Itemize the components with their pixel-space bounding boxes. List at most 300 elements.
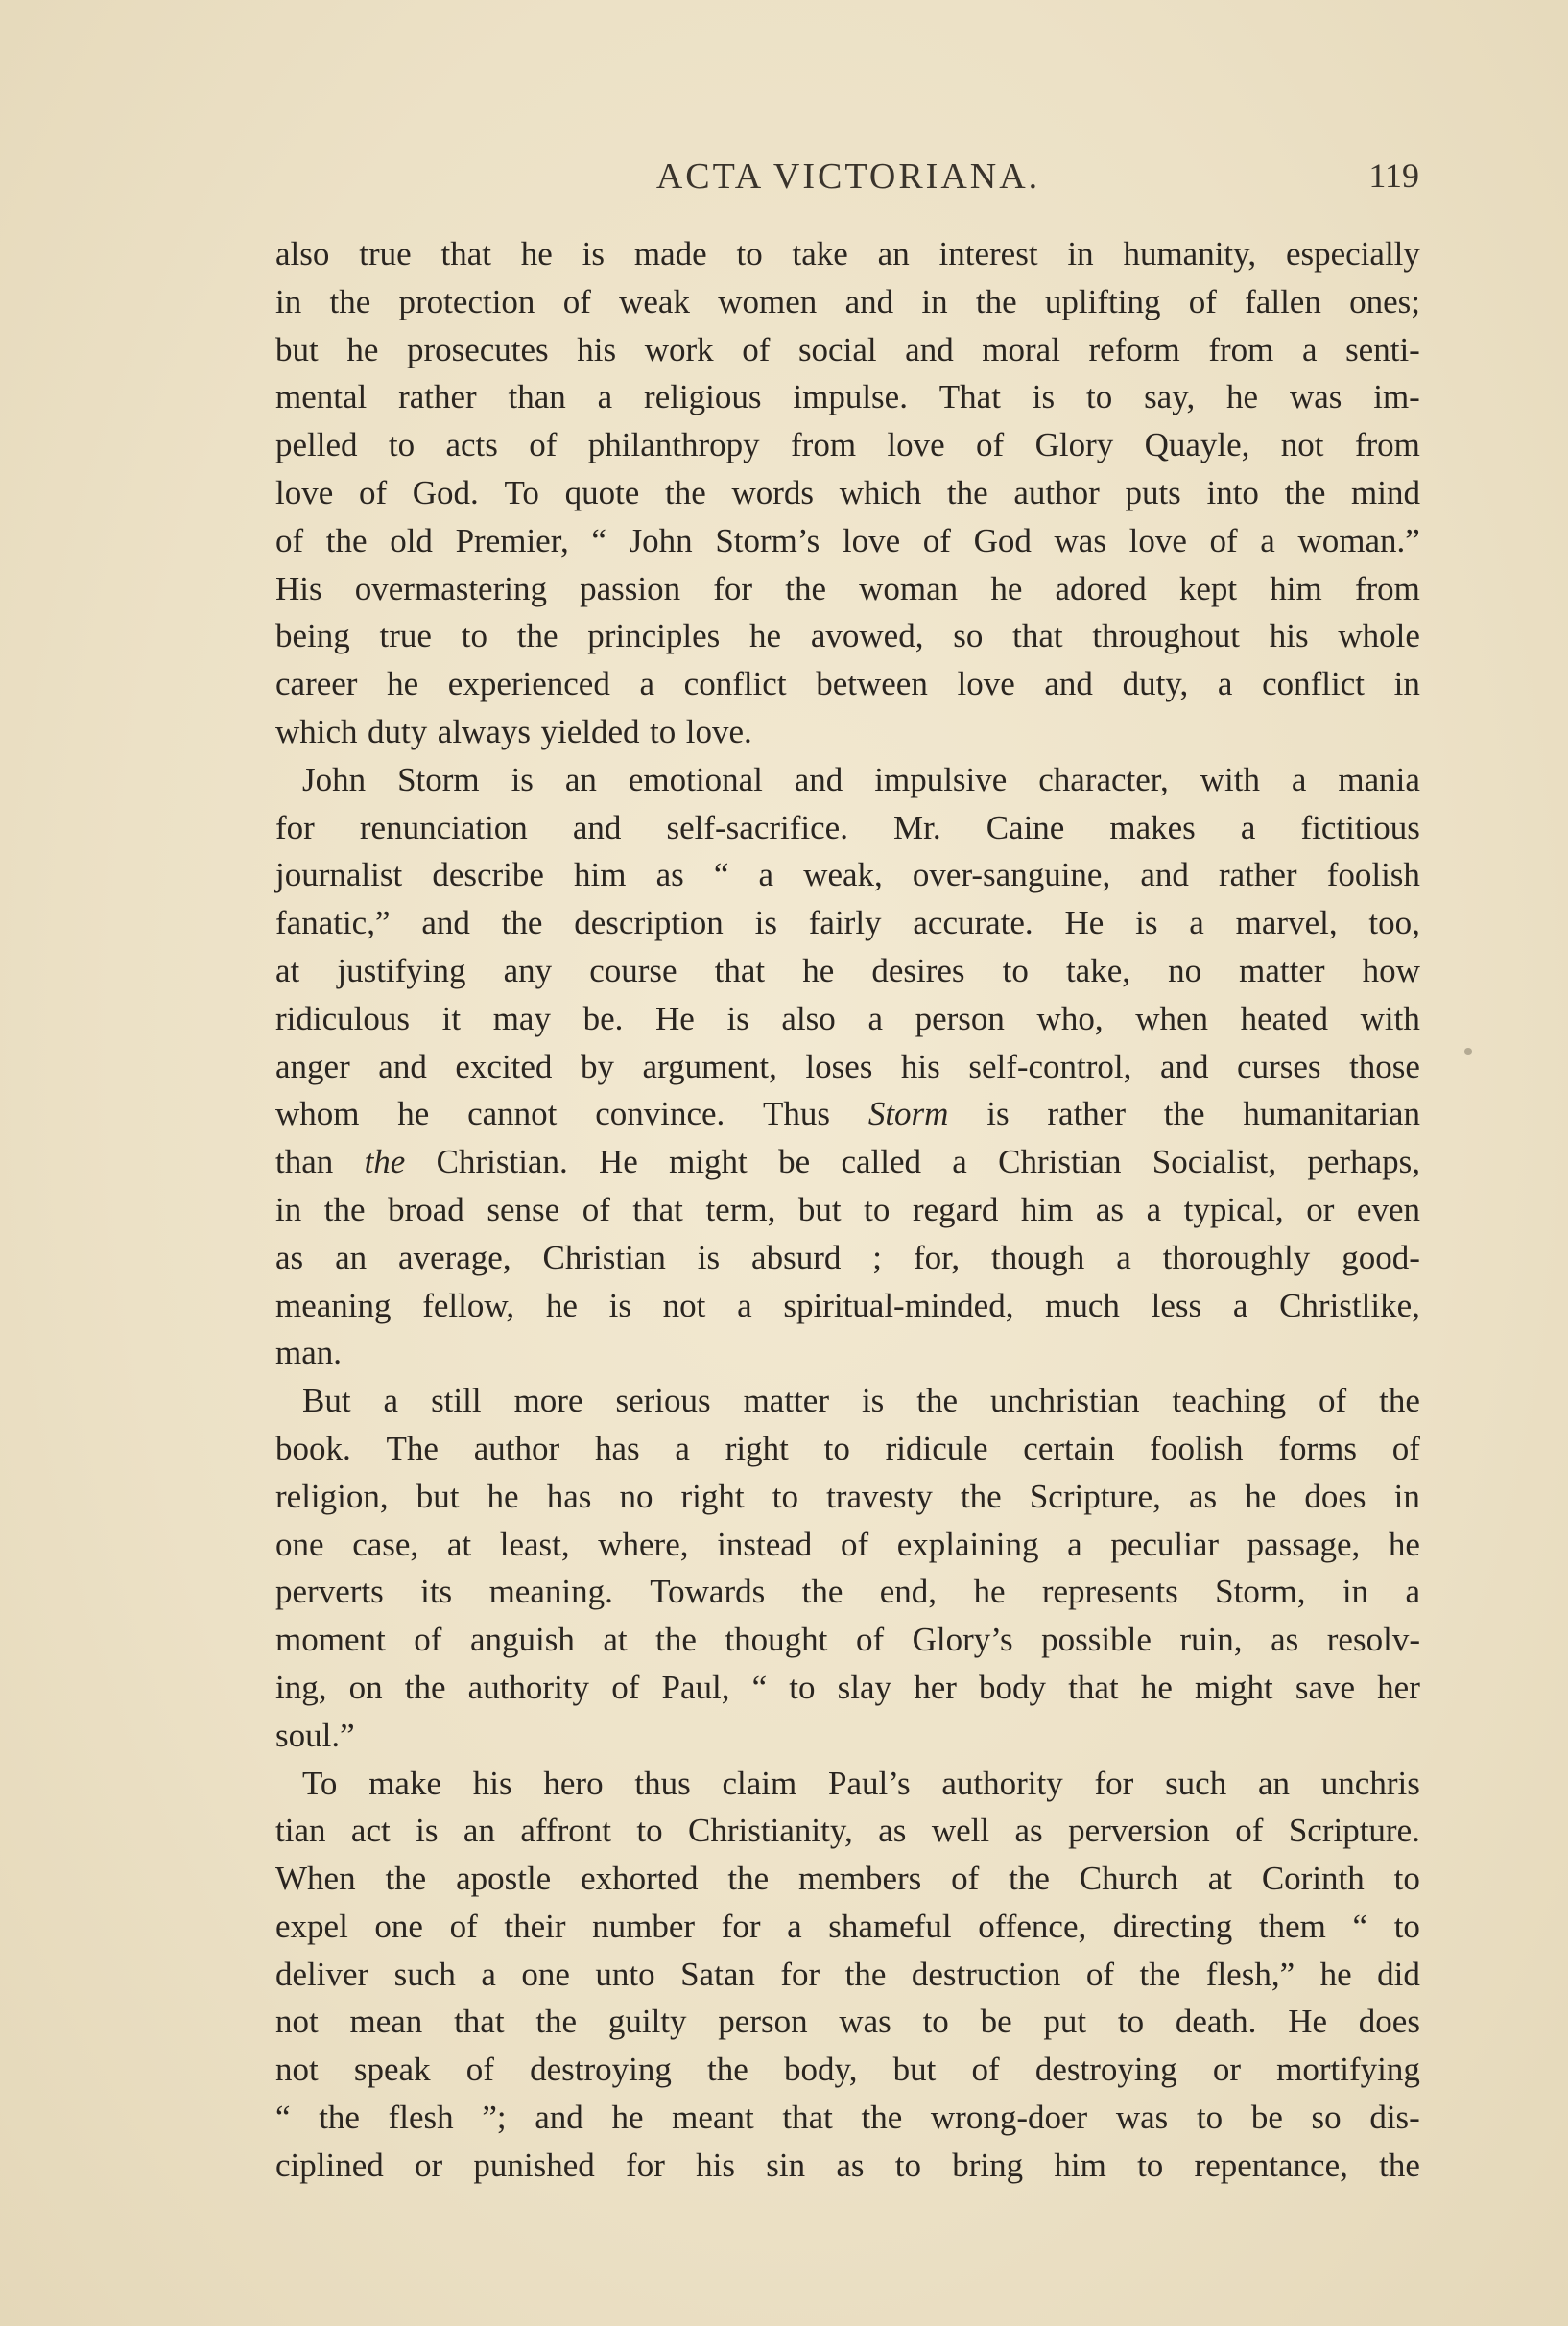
word: Christian. bbox=[436, 1143, 568, 1181]
word: ridiculous bbox=[275, 999, 410, 1037]
word: Satan bbox=[680, 1955, 755, 1993]
word: on bbox=[348, 1668, 383, 1706]
word: for bbox=[626, 2146, 665, 2184]
word: case, bbox=[352, 1525, 419, 1563]
text-line bbox=[275, 1048, 1420, 1096]
word: between bbox=[816, 665, 928, 703]
word: at bbox=[275, 951, 300, 989]
word: he bbox=[397, 1095, 430, 1133]
word: number bbox=[592, 1907, 696, 1945]
word: John bbox=[302, 760, 367, 798]
word: ciplined bbox=[275, 2146, 384, 2184]
word: of bbox=[582, 1190, 610, 1228]
word: rather bbox=[1047, 1095, 1126, 1133]
word: the bbox=[707, 2051, 748, 2089]
text-line bbox=[275, 570, 1420, 618]
word: no bbox=[1168, 951, 1202, 989]
word: of bbox=[562, 282, 591, 320]
word: of bbox=[951, 1860, 980, 1898]
word: description bbox=[574, 904, 724, 942]
word: is bbox=[1135, 904, 1158, 942]
word: self-sacrifice. bbox=[666, 808, 848, 846]
word: the bbox=[325, 521, 368, 559]
text-line bbox=[275, 1239, 1420, 1287]
word: them bbox=[1258, 1907, 1326, 1945]
word: to bbox=[789, 1668, 816, 1706]
word: the bbox=[1284, 473, 1326, 511]
word: woman.” bbox=[1297, 521, 1420, 559]
text-line bbox=[275, 1717, 1420, 1765]
word: a bbox=[952, 1143, 967, 1181]
word: pelled bbox=[275, 426, 358, 464]
word: apostle bbox=[456, 1860, 552, 1898]
text-line bbox=[275, 761, 1420, 809]
word: punished bbox=[473, 2146, 595, 2184]
word: so bbox=[1311, 2099, 1342, 2137]
word: flesh bbox=[388, 2099, 454, 2137]
word: interest bbox=[938, 235, 1038, 273]
word: his bbox=[900, 1047, 940, 1085]
word: thoroughly bbox=[1162, 1238, 1311, 1276]
word: has bbox=[546, 1477, 592, 1515]
word: their bbox=[504, 1907, 566, 1945]
word: that bbox=[440, 235, 491, 273]
word: impulsive bbox=[874, 760, 1008, 798]
word: the bbox=[916, 1382, 959, 1420]
word: duty, bbox=[1122, 665, 1189, 703]
text-line bbox=[275, 856, 1420, 904]
word: of bbox=[742, 330, 771, 368]
word: and bbox=[1140, 856, 1189, 894]
word: so bbox=[953, 617, 984, 655]
word: fairly bbox=[808, 904, 882, 942]
word: to bbox=[1393, 1860, 1420, 1898]
word: the bbox=[801, 1573, 843, 1611]
word: explaining bbox=[896, 1525, 1039, 1563]
word: the bbox=[844, 1955, 887, 1993]
word: his bbox=[472, 1764, 512, 1802]
text-line bbox=[275, 904, 1420, 952]
text-line bbox=[275, 1287, 1420, 1335]
word: much bbox=[1045, 1286, 1120, 1324]
word: rather bbox=[398, 378, 477, 416]
word: the bbox=[946, 473, 988, 511]
word: im- bbox=[1373, 378, 1420, 416]
word: of bbox=[414, 1621, 442, 1659]
word: to bbox=[650, 712, 677, 750]
running-head: ACTA VICTORIANA. bbox=[655, 156, 1041, 197]
word: meaning. bbox=[488, 1573, 613, 1611]
word: true bbox=[379, 617, 432, 655]
word: that bbox=[1012, 617, 1063, 655]
word: the bbox=[1009, 1860, 1050, 1898]
word: mania bbox=[1338, 760, 1420, 798]
word: the bbox=[960, 1477, 1002, 1515]
word: Towards bbox=[650, 1573, 766, 1611]
word: Mr. bbox=[893, 808, 941, 846]
word: weak bbox=[619, 282, 690, 320]
word: fanatic,” bbox=[275, 904, 391, 942]
word: that bbox=[1068, 1668, 1119, 1706]
word: directing bbox=[1112, 1907, 1233, 1945]
text-line bbox=[275, 2003, 1420, 2051]
word: always bbox=[437, 712, 531, 750]
word: by bbox=[580, 1047, 614, 1085]
word: yielded bbox=[540, 712, 640, 750]
word: of bbox=[529, 426, 558, 464]
word: him bbox=[1020, 1190, 1074, 1228]
word: puts bbox=[1125, 473, 1181, 511]
text-line bbox=[275, 235, 1420, 283]
word: is bbox=[697, 1238, 721, 1276]
word: not bbox=[275, 2051, 319, 2089]
word: convince. bbox=[595, 1095, 725, 1133]
word: mortifying bbox=[1276, 2051, 1420, 2089]
word: John bbox=[629, 521, 693, 559]
word: ”; bbox=[482, 2099, 507, 2137]
word: the bbox=[1139, 1955, 1181, 1993]
word: Storm, bbox=[1215, 1573, 1306, 1611]
word: which bbox=[839, 473, 922, 511]
word: an bbox=[463, 1812, 495, 1850]
word: matter bbox=[1239, 951, 1325, 989]
text-line bbox=[275, 713, 1420, 761]
word: for bbox=[713, 569, 753, 607]
word: no bbox=[619, 1477, 653, 1515]
word: in bbox=[1393, 665, 1420, 703]
word: mind bbox=[1351, 473, 1420, 511]
word: thought bbox=[725, 1621, 828, 1659]
word: the bbox=[535, 2003, 578, 2041]
word: the bbox=[319, 2099, 360, 2137]
text-line bbox=[275, 522, 1420, 570]
word: a bbox=[597, 378, 613, 416]
text-line bbox=[275, 1669, 1420, 1717]
word: destroying bbox=[1034, 2051, 1177, 2089]
word: acts bbox=[445, 426, 498, 464]
word: of bbox=[976, 426, 1005, 464]
page-header bbox=[277, 155, 1419, 203]
word: But bbox=[302, 1382, 351, 1420]
word: meaning bbox=[275, 1286, 392, 1324]
word: as bbox=[655, 856, 684, 894]
word: Scripture. bbox=[1288, 1812, 1420, 1850]
word: mean bbox=[349, 2003, 423, 2041]
word: makes bbox=[1109, 808, 1196, 846]
word: he bbox=[611, 2099, 644, 2137]
word: quote bbox=[564, 473, 640, 511]
word: to bbox=[1393, 1907, 1420, 1945]
word: spiritual-minded, bbox=[783, 1286, 1014, 1324]
word: person bbox=[915, 999, 1005, 1037]
word: that bbox=[454, 2003, 505, 2041]
word: Christianity, bbox=[688, 1812, 853, 1850]
word: the bbox=[785, 569, 826, 607]
word: The bbox=[386, 1429, 439, 1467]
word: its bbox=[420, 1573, 453, 1611]
word: moment bbox=[275, 1621, 386, 1659]
word: such bbox=[393, 1955, 456, 1993]
word: over-sanguine, bbox=[912, 856, 1111, 894]
word: a bbox=[639, 665, 655, 703]
word: loses bbox=[805, 1047, 873, 1085]
word: of bbox=[1188, 282, 1217, 320]
word: as bbox=[275, 1238, 304, 1276]
word: who, bbox=[1036, 999, 1104, 1037]
word: a bbox=[383, 1382, 399, 1420]
word: act bbox=[350, 1812, 391, 1850]
word: his bbox=[696, 2146, 735, 2184]
word: right bbox=[680, 1477, 745, 1515]
text-line bbox=[275, 2051, 1420, 2099]
word: members bbox=[798, 1860, 922, 1898]
word: excited bbox=[455, 1047, 553, 1085]
word: as bbox=[878, 1812, 907, 1850]
text-line bbox=[275, 665, 1420, 713]
word: to bbox=[864, 1190, 891, 1228]
word: he bbox=[990, 569, 1023, 607]
word: for, bbox=[913, 1238, 961, 1276]
word: save bbox=[1295, 1668, 1356, 1706]
word: whom bbox=[275, 1095, 360, 1133]
word: destruction bbox=[911, 1955, 1061, 1993]
text-line bbox=[275, 1812, 1420, 1860]
word: end, bbox=[879, 1573, 938, 1611]
word: a bbox=[1189, 904, 1204, 942]
word: renunciation bbox=[359, 808, 528, 846]
word: Paul’s bbox=[828, 1764, 911, 1802]
word: ones; bbox=[1349, 282, 1420, 320]
word: When bbox=[275, 1860, 356, 1898]
word: might bbox=[669, 1143, 748, 1181]
word: argument, bbox=[642, 1047, 777, 1085]
word: as bbox=[1014, 1812, 1043, 1850]
word: peculiar bbox=[1110, 1525, 1220, 1563]
word: and bbox=[844, 282, 894, 320]
word: he bbox=[1226, 378, 1259, 416]
text-line bbox=[275, 1956, 1420, 2004]
word: career bbox=[275, 665, 358, 703]
word: make bbox=[368, 1764, 441, 1802]
text-line bbox=[275, 1478, 1420, 1526]
word: repentance, bbox=[1194, 2146, 1348, 2184]
word: made bbox=[633, 235, 707, 273]
word: whole bbox=[1338, 617, 1420, 655]
word: a bbox=[758, 856, 774, 894]
word: desires bbox=[871, 951, 965, 989]
word: he bbox=[1388, 1525, 1420, 1563]
word: too, bbox=[1368, 904, 1420, 942]
word: certain bbox=[1023, 1429, 1115, 1467]
word: he bbox=[346, 330, 379, 368]
word: that bbox=[714, 951, 766, 989]
word: That bbox=[938, 378, 1001, 416]
word: did bbox=[1377, 1955, 1420, 1993]
word: take bbox=[792, 235, 848, 273]
word: fictitious bbox=[1300, 808, 1420, 846]
word: he bbox=[973, 1573, 1006, 1611]
word: of bbox=[465, 2051, 494, 2089]
word: he bbox=[545, 1286, 578, 1324]
word: the bbox=[516, 617, 558, 655]
text-line bbox=[275, 1573, 1420, 1621]
word: fellow, bbox=[422, 1286, 515, 1324]
word: of bbox=[1085, 1955, 1115, 1993]
word: prosecutes bbox=[406, 330, 549, 368]
word: a bbox=[1116, 1238, 1131, 1276]
word: for bbox=[1094, 1764, 1134, 1802]
word: is bbox=[511, 760, 534, 798]
word: moral bbox=[982, 330, 1060, 368]
word: and bbox=[421, 904, 470, 942]
word: the bbox=[404, 1668, 446, 1706]
word: avowed, bbox=[810, 617, 924, 655]
text-line bbox=[275, 1000, 1420, 1048]
word: reform bbox=[1088, 330, 1180, 368]
word: love bbox=[842, 521, 901, 559]
word: not bbox=[275, 2003, 319, 2041]
word: conflict bbox=[1262, 665, 1365, 703]
word: He bbox=[1064, 904, 1105, 942]
text-line bbox=[275, 331, 1420, 379]
word: To bbox=[302, 1764, 338, 1802]
word: unto bbox=[595, 1955, 655, 1993]
word: forms bbox=[1278, 1429, 1357, 1467]
word: book. bbox=[275, 1429, 351, 1467]
word: weak, bbox=[803, 856, 883, 894]
word: to bbox=[922, 2003, 949, 2041]
word: her bbox=[914, 1668, 957, 1706]
word: religious bbox=[644, 378, 762, 416]
word: he bbox=[802, 951, 835, 989]
text-line bbox=[275, 378, 1420, 426]
word: being bbox=[275, 617, 350, 655]
word: love bbox=[275, 473, 334, 511]
word: from bbox=[1354, 426, 1420, 464]
word: old bbox=[390, 521, 433, 559]
word: Paul, bbox=[661, 1668, 730, 1706]
word: of bbox=[611, 1668, 640, 1706]
word: Storm bbox=[397, 760, 480, 798]
word: but bbox=[275, 330, 319, 368]
word: accurate. bbox=[913, 904, 1033, 942]
word: such bbox=[1165, 1764, 1227, 1802]
word: wrong-doer bbox=[930, 2099, 1088, 2137]
word: how bbox=[1362, 951, 1420, 989]
word: anguish bbox=[469, 1621, 575, 1659]
word: adored bbox=[1055, 569, 1147, 607]
word: speak bbox=[353, 2051, 431, 2089]
word: marvel, bbox=[1235, 904, 1338, 942]
word: though bbox=[991, 1238, 1085, 1276]
word: his bbox=[577, 330, 617, 368]
word: deliver bbox=[275, 1955, 369, 1993]
word: as bbox=[1095, 1190, 1125, 1228]
word: Church bbox=[1079, 1860, 1178, 1898]
word: “ bbox=[751, 1668, 768, 1706]
word: exhorted bbox=[581, 1860, 699, 1898]
text-line bbox=[275, 809, 1420, 857]
word: from bbox=[791, 426, 857, 464]
word: of bbox=[840, 1525, 869, 1563]
word: he bbox=[487, 1477, 519, 1515]
word: he bbox=[1245, 1477, 1277, 1515]
word: guilty bbox=[607, 2003, 687, 2041]
word: term, bbox=[705, 1190, 776, 1228]
word: “ bbox=[591, 521, 606, 559]
word: his bbox=[1269, 617, 1309, 655]
word: where, bbox=[598, 1525, 689, 1563]
word: a bbox=[1232, 1286, 1248, 1324]
word: to bbox=[1085, 378, 1113, 416]
word: a bbox=[787, 1907, 802, 1945]
word: He bbox=[1288, 2003, 1328, 2041]
word: Corinth bbox=[1261, 1860, 1365, 1898]
word: regard bbox=[912, 1190, 999, 1228]
text-line bbox=[275, 1908, 1420, 1956]
word: bring bbox=[952, 2146, 1024, 2184]
word: be bbox=[1250, 2099, 1283, 2137]
word: an bbox=[1257, 1764, 1291, 1802]
word: be bbox=[980, 2003, 1012, 2041]
word: God bbox=[973, 521, 1032, 559]
word: or bbox=[1306, 1190, 1335, 1228]
word: curses bbox=[1237, 1047, 1321, 1085]
word: less bbox=[1151, 1286, 1202, 1324]
word: a bbox=[1405, 1573, 1420, 1611]
word: is bbox=[726, 999, 749, 1037]
word: than bbox=[275, 1143, 334, 1181]
word: Socialist, bbox=[1152, 1143, 1277, 1181]
text-line bbox=[275, 1191, 1420, 1239]
word: Glory’s bbox=[912, 1621, 1013, 1659]
word: perverts bbox=[275, 1573, 384, 1611]
word: Christian bbox=[542, 1238, 666, 1276]
word: the bbox=[329, 282, 371, 320]
word: Caine bbox=[986, 808, 1065, 846]
word: as bbox=[1188, 1477, 1218, 1515]
word: right bbox=[725, 1429, 789, 1467]
word: but bbox=[892, 2051, 937, 2089]
word: words bbox=[731, 473, 815, 511]
word: least, bbox=[499, 1525, 570, 1563]
word: is bbox=[608, 1286, 631, 1324]
word: love. bbox=[685, 712, 752, 750]
word: fallen bbox=[1245, 282, 1321, 320]
word: but bbox=[416, 1477, 460, 1515]
word: and bbox=[535, 2099, 583, 2137]
word: destroying bbox=[530, 2051, 672, 2089]
word: self-control, bbox=[968, 1047, 1132, 1085]
word: a bbox=[1067, 1525, 1082, 1563]
word: duty bbox=[368, 712, 428, 750]
word: overmastering bbox=[354, 569, 547, 607]
word: the bbox=[501, 904, 543, 942]
word: woman bbox=[859, 569, 959, 607]
word: a bbox=[675, 1429, 690, 1467]
word: dis- bbox=[1369, 2099, 1420, 2137]
word: to bbox=[823, 1429, 850, 1467]
word: flesh,” bbox=[1205, 1955, 1295, 1993]
word: does bbox=[1358, 2003, 1420, 2041]
word: Glory bbox=[1034, 426, 1114, 464]
word: His bbox=[275, 569, 322, 607]
word: He bbox=[599, 1143, 638, 1181]
word: is bbox=[754, 904, 777, 942]
word: ruin, bbox=[1179, 1621, 1243, 1659]
text-line bbox=[275, 1334, 1420, 1382]
word: person bbox=[718, 2003, 808, 2041]
